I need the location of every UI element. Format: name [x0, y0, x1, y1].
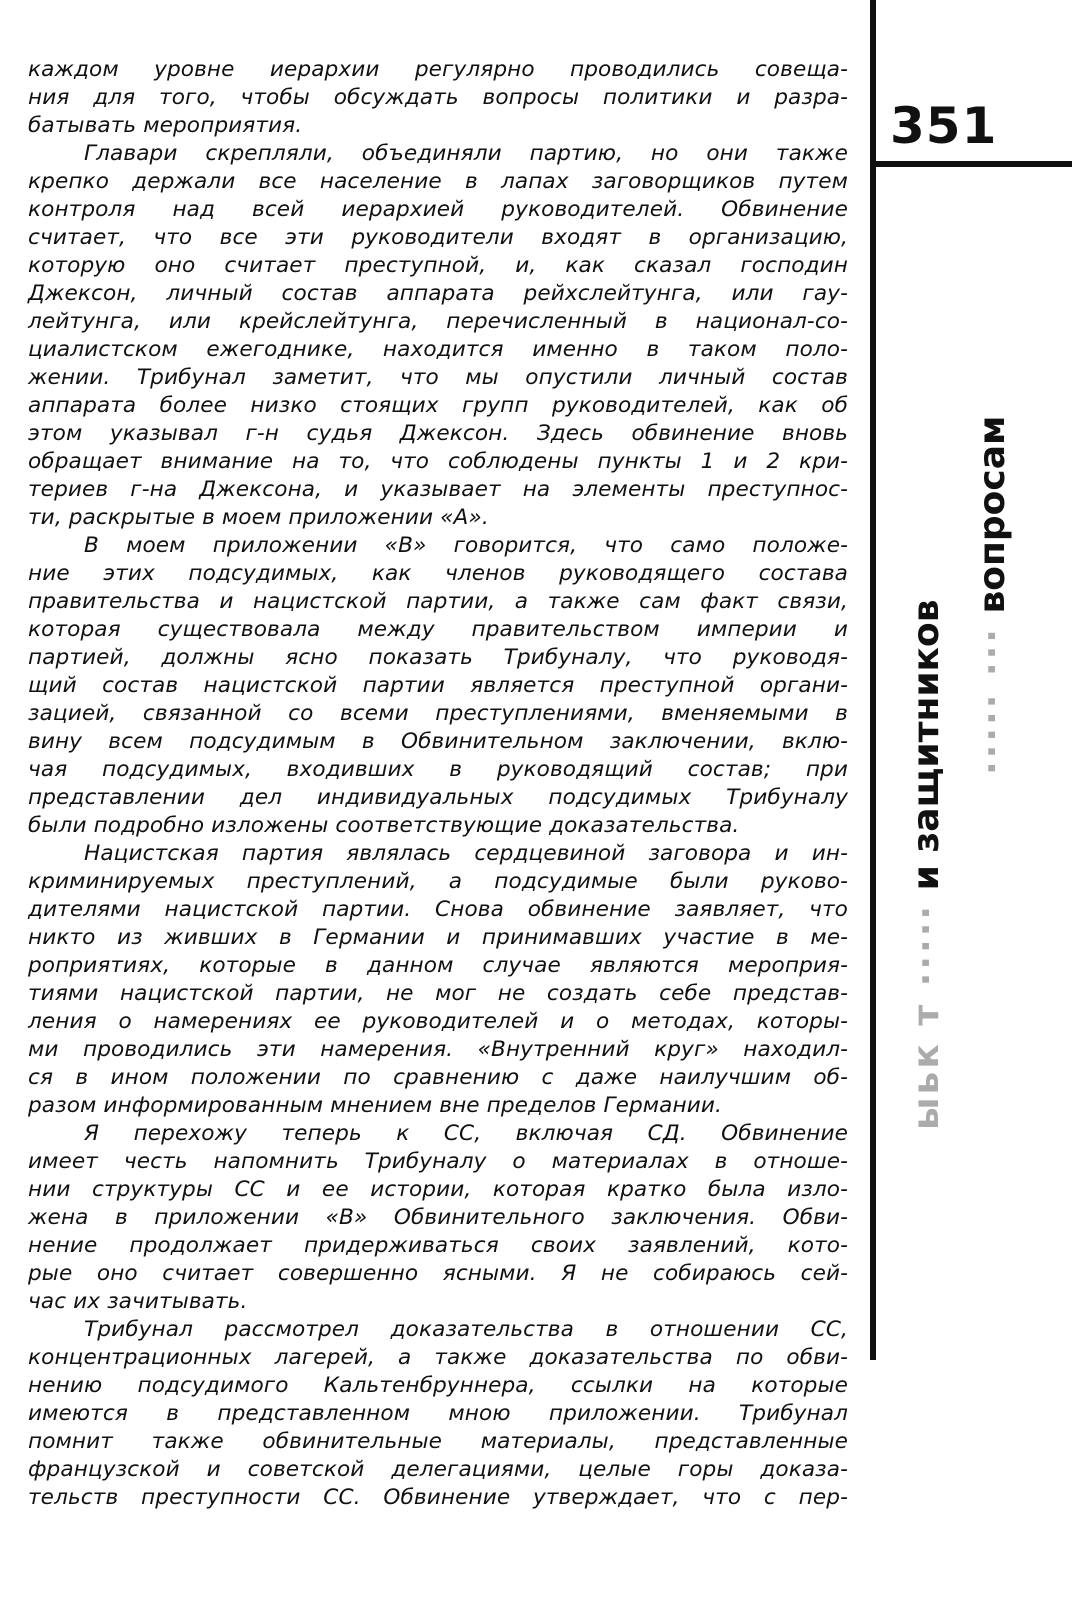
text-line: ми проводились эти намерения. «Внутренний круг» находил- [28, 1037, 848, 1062]
text-line: териев г-на Джексона, и указывает на элементы преступнос- [28, 477, 848, 502]
text-line: дителями нацистской партии. Снова обвинение заявляет, что [28, 897, 848, 922]
text-line: этом указывал г-н судья Джексон. Здесь обвинение вновь [28, 421, 848, 446]
text-line: криминируемых преступлений, а подсудимые были руково- [28, 869, 848, 894]
text-line: тельств преступности СС. Обвинение утверждает, что с пер- [28, 1485, 848, 1510]
text-line: час их зачитывать. [28, 1289, 248, 1314]
text-line: рые оно считает совершенно ясными. Я не собираюсь сей- [28, 1261, 848, 1286]
text-line: правительства и нацистской партии, а также сам факт связи, [28, 589, 848, 614]
running-head-line-2 [972, 416, 1013, 775]
text-line: роприятиях, которые в данном случае являются мероприя- [28, 953, 848, 978]
text-line: каждом уровне иерархии регулярно проводились совеща- [28, 57, 848, 82]
text-line: аппарата более низко стоящих групп руководителей, как об [28, 393, 848, 418]
text-line: никто из живших в Германии и принимавших участие в ме- [28, 925, 848, 950]
text-line: циалистском ежегоднике, находится именно в таком поло- [28, 337, 848, 362]
text-line: помнит также обвинительные материалы, представленные [28, 1429, 848, 1454]
text-line: обращает внимание на то, что соблюдены пункты 1 и 2 кри- [28, 449, 848, 474]
running-head-text: вопросам [972, 415, 1013, 614]
margin-vertical-rule [870, 0, 876, 1360]
text-line: нии структуры СС и ее истории, которая кратко была изло- [28, 1177, 848, 1202]
text-line: нению подсудимого Кальтенбруннера, ссылки на которые [28, 1373, 848, 1398]
text-line: батывать мероприятия. [28, 113, 303, 138]
text-line: имеет честь напомнить Трибуналу о материалах в отноше- [28, 1149, 848, 1174]
text-line: концентрационных лагерей, а также доказательства по обви- [28, 1345, 848, 1370]
text-line: ся в ином положении по сравнению с даже наилучшим об- [28, 1065, 848, 1090]
text-line: жении. Трибунал заметит, что мы опустили личный состав [28, 365, 848, 390]
paragraph-start-line: Трибунал рассмотрел доказательства в отношении СС, [84, 1317, 848, 1342]
paragraph-start-line: Нацистская партия являлась сердцевиной заговора и ин- [84, 841, 848, 866]
text-line: ления о намерениях ее руководителей и о методах, которы- [28, 1009, 848, 1034]
text-line: вину всем подсудимым в Обвинительном заключении, вклю- [28, 729, 848, 754]
paragraph-start-line: Главари скрепляли, объединяли партию, но они также [84, 141, 848, 166]
text-line: французской и советской делегациями, целые горы доказа- [28, 1457, 848, 1482]
page-number-rule [876, 161, 1072, 167]
text-line: разом информированным мнением вне пределов Германии. [28, 1093, 722, 1118]
text-line: зацией, связанной со всеми преступлениями, вменяемыми в [28, 701, 848, 726]
text-line: ние этих подсудимых, как членов руководящего состава [28, 561, 848, 586]
text-line: крепко держали все население в лапах заговорщиков путем [28, 169, 848, 194]
body-text [28, 56, 848, 1512]
text-line: ти, раскрытые в моем приложении «А». [28, 505, 489, 530]
text-line: тиями нацистской партии, не мог не создать себе представ- [28, 981, 848, 1006]
text-line: имеются в представленном мною приложении. Трибунал [28, 1401, 848, 1426]
text-line: представлении дел индивидуальных подсудимых Трибуналу [28, 785, 848, 810]
running-head-line-1 [906, 599, 947, 1130]
paragraph-start-line: В моем приложении «В» говорится, что само положе- [84, 533, 848, 558]
text-line: которая существовала между правительством империи и [28, 617, 848, 642]
page-number: 351 [890, 97, 998, 155]
text-line: считает, что все эти руководители входят в организацию, [28, 225, 848, 250]
text-line: лейтунга, или крейслейтунга, перечисленный в национал-со- [28, 309, 848, 334]
text-line: которую оно считает преступной, и, как сказал господин [28, 253, 848, 278]
text-line: партией, должны ясно показать Трибуналу, что руководя- [28, 645, 848, 670]
text-line: нение продолжает придерживаться своих заявлений, кото- [28, 1233, 848, 1258]
running-head-text: и защитников [906, 599, 947, 891]
paragraph-start-line: Я перехожу теперь к СС, включая СД. Обвинение [84, 1121, 848, 1146]
text-line: щий состав нацистской партии является преступной органи- [28, 673, 848, 698]
text-line: Джексон, личный состав аппарата рейхслейтунга, или гау- [28, 281, 848, 306]
text-line: чая подсудимых, входивших в руководящий состав; при [28, 757, 848, 782]
text-line: жена в приложении «В» Обвинительного заключения. Обви- [28, 1205, 848, 1230]
running-head-faded-part: ыьк т ····· [906, 902, 947, 1130]
text-line: были подробно изложены соответствующие доказательства. [28, 813, 740, 838]
running-head-faded-part: ····· ··· [972, 626, 1013, 775]
text-line: контроля над всей иерархией руководителей. Обвинение [28, 197, 848, 222]
text-line: ния для того, чтобы обсуждать вопросы политики и разра- [28, 85, 848, 110]
